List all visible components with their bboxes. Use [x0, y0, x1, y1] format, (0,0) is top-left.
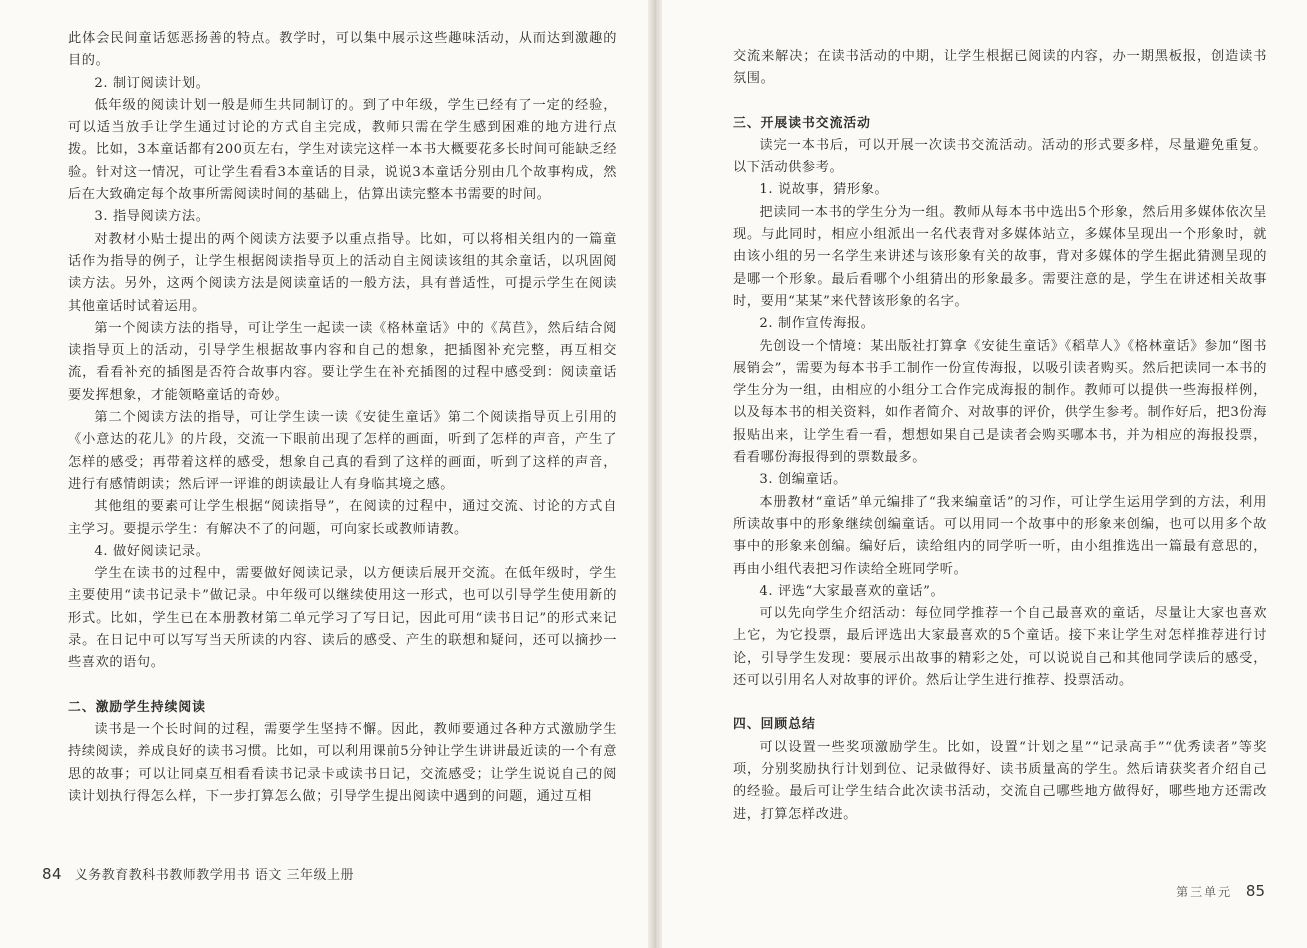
section-gap — [68, 675, 617, 697]
body-paragraph: 4. 做好阅读记录。 — [94, 543, 210, 559]
unit-label: 第三单元 — [1176, 885, 1233, 899]
book-gutter — [648, 0, 662, 948]
section-heading: 四、回顾总结 — [733, 717, 816, 733]
right-page — [653, 0, 1307, 948]
body-paragraph: 其他组的要素可让学生根据“阅读指导”，在阅读的过程中，通过交流、讨论的方式自主学习。要提示学生：有解决不了的问题，可向家长或教师请教。 — [68, 499, 617, 537]
body-paragraph: 可以先向学生介绍活动：每位同学推荐一个自己最喜欢的童话，尽量让大家也喜欢上它，为它投票，最后评选出大家最喜欢的5个童话。接下来让学生对怎样推荐进行讨论，引导学生发现：要展示出故事的精彩之处，可以说说自己和其他同学读后的感受，还可以引用名人对故事的评价。然后让学生进行推荐、投票活动。 — [733, 606, 1267, 689]
body-paragraph: 把读同一本书的学生分为一组。教师从每本书中选出5个形象，然后用多媒体依次呈现。与此同时，相应小组派出一名代表背对多媒体站立，多媒体呈现出一个形象时，就由该小组的另一名学生来讲述与该形象有关的故事，背对多媒体的学生据此猜测呈现的是哪一个形象。最后看哪个小组猜出的形象最多。需要注意的是，学生在讲述相关故事时，要用“某某”来代替该形象的名字。 — [733, 204, 1267, 309]
body-paragraph: 可以设置一些奖项激励学生。比如，设置“计划之星”“记录高手”“优秀读者”等奖项，分别奖励执行计划到位、记录做得好、读书质量高的学生。然后请获奖者介绍自己的经验。最后可让学生结合此次读书活动，交流自己哪些地方做得好，哪些地方还需改进，打算怎样改进。 — [733, 739, 1267, 822]
section-gap — [733, 692, 1267, 714]
body-paragraph: 对教材小贴士提出的两个阅读方法要予以重点指导。比如，可以将相关组内的一篇童话作为指导的例子，让学生根据阅读指导页上的活动自主阅读该组的其余童话，以巩固阅读方法。另外，这两个阅读方法是阅读童话的一般方法，具有普适性，可提示学生在阅读其他童话时试着运用。 — [68, 231, 617, 314]
body-paragraph: 低年级的阅读计划一般是师生共同制订的。到了中年级，学生已经有了一定的经验，可以适当放手让学生通过讨论的方式自主完成，教师只需在学生感到困难的地方进行点拨。比如，3本童话都有200页左右，学生对读完这样一本书大概要花多长时间可能缺乏经验。针对这一情况，可让学生看看3本童话的目录，说说3本童话分别由几个故事构成，然后在大致确定每个故事所需阅读时间的基础上，估算出读完整本书需要的时间。 — [68, 97, 617, 203]
body-paragraph: 第二个阅读方法的指导，可让学生读一读《安徒生童话》第二个阅读指导页上引用的《小意达的花儿》的片段，交流一下眼前出现了怎样的画面，听到了怎样的声音，产生了怎样的感受；再带着这样的感受，想象自己真的看到了这样的画面，听到了这样的声音，进行有感情朗读；然后评一评谁的朗读最让人有身临其境之感。 — [68, 410, 617, 492]
left-page-footer — [42, 864, 354, 883]
body-paragraph: 学生在读书的过程中，需要做好阅读记录，以方便读后展开交流。在低年级时，学生主要使用“读书记录卡”做记录。中年级可以继续使用这一形式，也可以引导学生使用新的形式。比如，学生已在本册教材第二单元学习了写日记，因此可用“读书日记”的形式来记录。在日记中可以写写当天所读的内容、读后的感受、产生的联想和疑问，还可以摘抄一些喜欢的语句。 — [68, 566, 617, 671]
body-paragraph: 本册教材“童话”单元编排了“我来编童话”的习作，可让学生运用学到的方法，利用所读故事中的形象继续创编童话。可以用同一个故事中的形象来创编，也可以用多个故事中的形象来创编。编好后，读给组内的同学听一听，由小组推选出一篇最有意思的，再由小组代表把习作读给全班同学听。 — [733, 494, 1267, 577]
body-paragraph: 先创设一个情境：某出版社打算拿《安徒生童话》《稻草人》《格林童话》参加“图书展销会”，需要为每本书手工制作一份宣传海报，以吸引读者购买。然后把读同一本书的学生分为一组，由相应的小组分工合作完成海报的制作。教师可以提供一些海报样例，以及每本书的相关资料，如作者简介、对故事的评价，供学生参考。制作好后，把3份海报贴出来，让学生看一看，想想如果自己是读者会购买哪本书，并为相应的海报投票，看看哪份海报得到的票数最多。 — [733, 338, 1267, 466]
body-paragraph: 交流来解决；在读书活动的中期，让学生根据已阅读的内容，办一期黑板报，创造读书氛围。 — [733, 49, 1267, 87]
page-number-left: 84 — [42, 865, 63, 883]
section-heading: 三、开展读书交流活动 — [733, 115, 871, 131]
body-paragraph: 第一个阅读方法的指导，可让学生一起读一读《格林童话》中的《莴苣》，然后结合阅读指导页上的活动，引导学生根据故事内容和自己的想象，把插图补充完整，再互相交流，看看补充的插图是否符合故事内容。要让学生在补充插图的过程中感受到：阅读童话要发挥想象，才能领略童话的奇妙。 — [68, 320, 617, 403]
body-paragraph: 4. 评选“大家最喜欢的童话”。 — [759, 583, 945, 599]
body-paragraph: 读完一本书后，可以开展一次读书交流活动。活动的形式要多样，尽量避免重复。以下活动供参考。 — [733, 137, 1267, 176]
left-page — [0, 0, 653, 948]
body-paragraph: 3. 指导阅读方法。 — [94, 209, 210, 225]
left-page-body — [68, 28, 617, 808]
body-paragraph: 2. 制作宣传海报。 — [759, 316, 875, 332]
right-page-body — [733, 46, 1267, 826]
right-page-footer — [1176, 882, 1265, 900]
body-paragraph: 1. 说故事，猜形象。 — [759, 182, 889, 198]
body-paragraph: 2. 制订阅读计划。 — [94, 75, 210, 91]
body-paragraph: 读书是一个长时间的过程，需要学生坚持不懈。因此，教师要通过各种方式激励学生持续阅读，养成良好的读书习惯。比如，可以利用课前5分钟让学生讲讲最近读的一个有意思的故事；可以让同桌互相看看读书记录卡或读书日记，交流感受；让学生说说自己的阅读计划执行得怎么样，下一步打算怎么做；引导学生提出阅读中遇到的问题，通过互相 — [68, 721, 617, 804]
section-gap — [733, 91, 1267, 113]
book-title: 义务教育教科书教师教学用书 语文 三年级上册 — [74, 868, 354, 883]
section-heading: 二、激励学生持续阅读 — [68, 699, 206, 715]
page-number-right: 85 — [1245, 882, 1265, 900]
body-paragraph: 3. 创编童话。 — [759, 472, 847, 488]
body-paragraph: 此体会民间童话惩恶扬善的特点。教学时，可以集中展示这些趣味活动，从而达到激趣的目的。 — [68, 31, 617, 69]
